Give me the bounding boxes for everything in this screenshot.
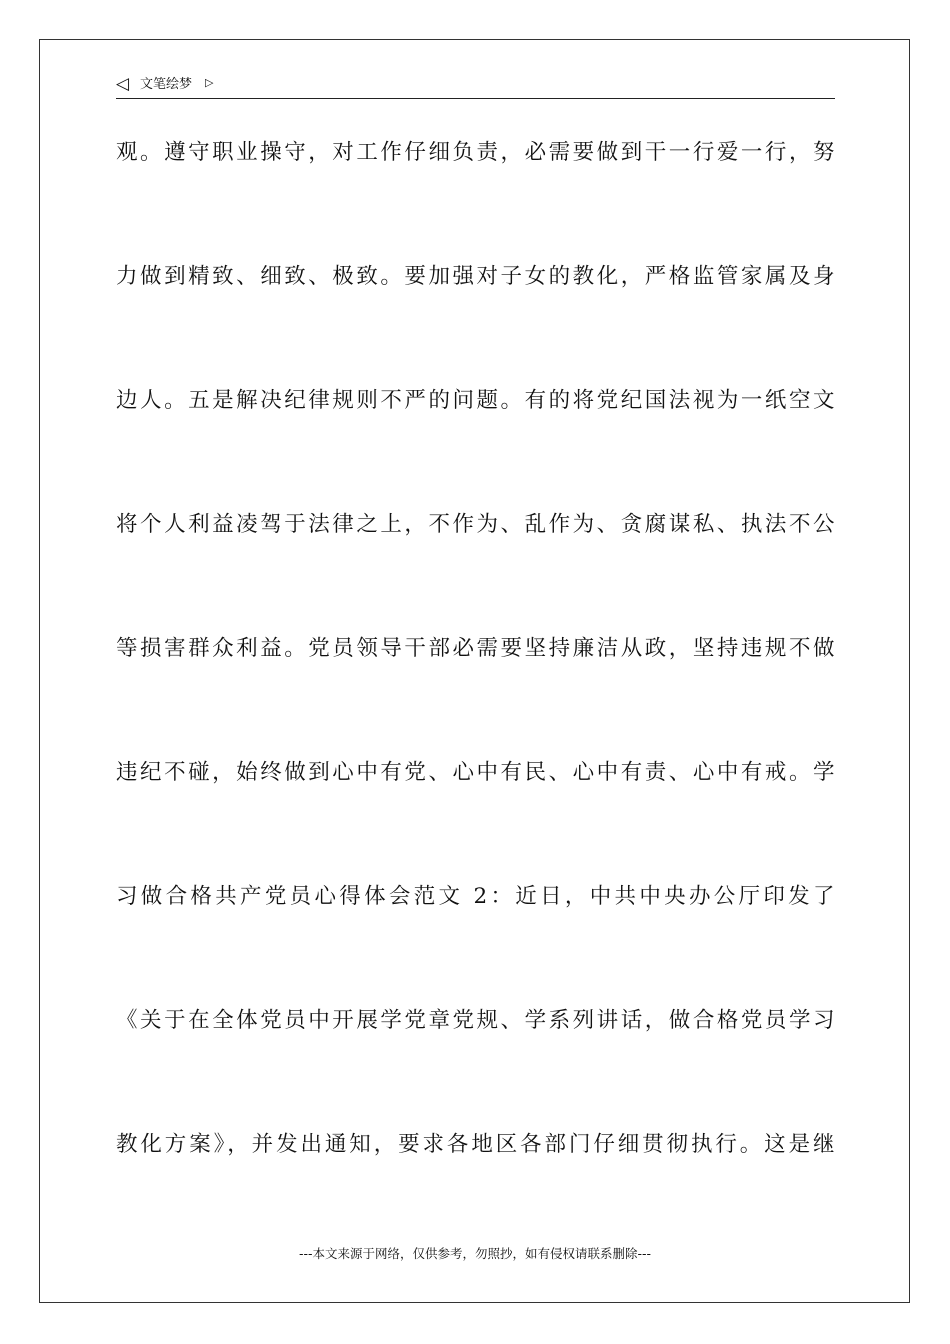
right-triangle-icon: ▷ xyxy=(205,76,214,89)
header-title: 文笔绘梦 xyxy=(140,77,193,92)
body-line: 习做合格共产党员心得体会范文 2：近日，中共中央办公厅印发了 xyxy=(116,884,835,909)
body-line: 教化方案》，并发出通知，要求各地区各部门仔细贯彻执行。这是继 xyxy=(116,1132,835,1157)
footer-disclaimer: ---本文来源于网络，仅供参考，勿照抄，如有侵权请联系删除--- xyxy=(298,1246,652,1261)
body-line: 将个人利益凌驾于法律之上，不作为、乱作为、贪腐谋私、执法不公 xyxy=(116,512,835,537)
body-line: 违纪不碰，始终做到心中有党、心中有民、心中有责、心中有戒。学 xyxy=(116,760,835,785)
left-triangle-icon: ◁ xyxy=(116,74,130,94)
body-line: 《关于在全体党员中开展学党章党规、学系列讲话，做合格党员学习 xyxy=(116,1008,835,1033)
body-line: 力做到精致、细致、极致。要加强对子女的教化，严格监管家属及身 xyxy=(116,264,835,289)
page-frame xyxy=(39,39,910,1303)
body-line: 边人。五是解决纪律规则不严的问题。有的将党纪国法视为一纸空文 xyxy=(116,388,835,413)
body-line: 等损害群众利益。党员领导干部必需要坚持廉洁从政，坚持违规不做 xyxy=(116,636,835,661)
body-line: 观。遵守职业操守，对工作仔细负责，必需要做到干一行爱一行，努 xyxy=(116,140,835,165)
page-header xyxy=(116,72,835,99)
